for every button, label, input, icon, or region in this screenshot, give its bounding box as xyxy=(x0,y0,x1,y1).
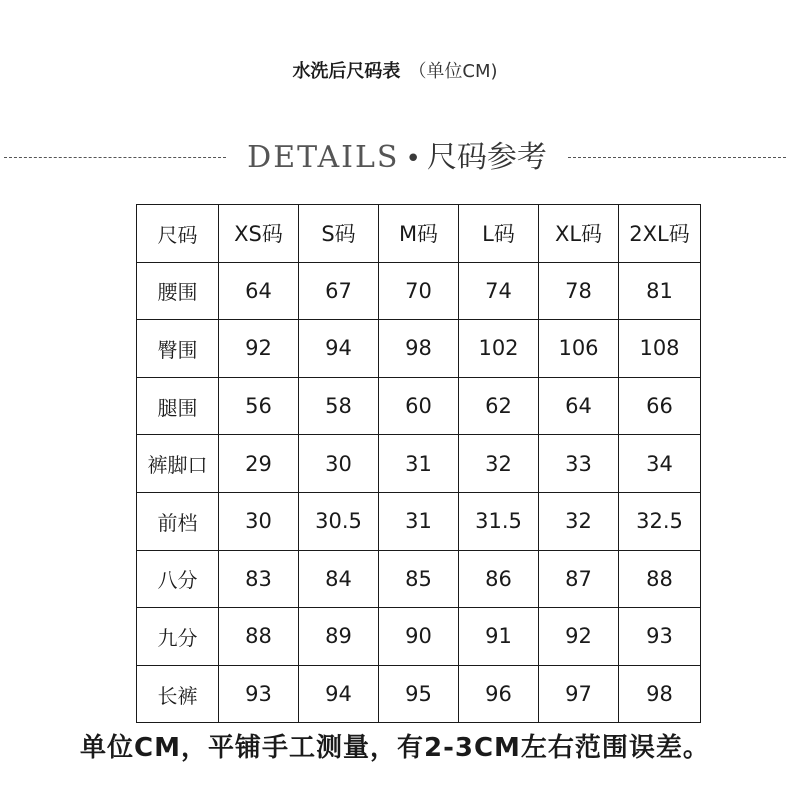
value-cell: 102 xyxy=(459,320,539,378)
value-cell: 74 xyxy=(459,262,539,320)
value-cell: 33 xyxy=(539,435,619,493)
value-cell: 64 xyxy=(539,377,619,435)
value-cell: 58 xyxy=(299,377,379,435)
header-cell: 2XL码 xyxy=(619,205,701,263)
value-cell: 91 xyxy=(459,608,539,666)
title-main: 水洗后尺码表 xyxy=(292,61,401,82)
value-cell: 88 xyxy=(619,550,701,608)
value-cell: 66 xyxy=(619,377,701,435)
size-chart-title xyxy=(0,56,790,88)
value-cell: 95 xyxy=(379,665,459,723)
header-cell: XL码 xyxy=(539,205,619,263)
table-row xyxy=(137,262,701,320)
value-cell: 96 xyxy=(459,665,539,723)
value-cell: 34 xyxy=(619,435,701,493)
value-cell: 89 xyxy=(299,608,379,666)
value-cell: 32 xyxy=(459,435,539,493)
value-cell: 92 xyxy=(219,320,299,378)
table-header-row xyxy=(137,205,701,263)
table-row xyxy=(137,320,701,378)
measurement-note: 单位CM，平铺手工测量，有2-3CM左右范围误差。 xyxy=(80,733,710,763)
row-label: 裤脚口 xyxy=(137,435,219,493)
value-cell: 30 xyxy=(299,435,379,493)
value-cell: 94 xyxy=(299,665,379,723)
value-cell: 31 xyxy=(379,492,459,550)
row-label: 前档 xyxy=(137,492,219,550)
dashed-line-right xyxy=(568,157,786,158)
table-row xyxy=(137,435,701,493)
row-label: 九分 xyxy=(137,608,219,666)
details-divider xyxy=(0,134,790,182)
table-row xyxy=(137,492,701,550)
value-cell: 88 xyxy=(219,608,299,666)
details-cjk: 尺码参考 xyxy=(426,140,547,175)
value-cell: 98 xyxy=(379,320,459,378)
value-cell: 32.5 xyxy=(619,492,701,550)
value-cell: 78 xyxy=(539,262,619,320)
row-label: 八分 xyxy=(137,550,219,608)
value-cell: 62 xyxy=(459,377,539,435)
table-row xyxy=(137,608,701,666)
table-row xyxy=(137,377,701,435)
value-cell: 81 xyxy=(619,262,701,320)
details-latin: DETAILS xyxy=(247,140,400,175)
value-cell: 94 xyxy=(299,320,379,378)
row-label: 腰围 xyxy=(137,262,219,320)
header-cell: M码 xyxy=(379,205,459,263)
value-cell: 93 xyxy=(619,608,701,666)
table-row xyxy=(137,665,701,723)
value-cell: 31 xyxy=(379,435,459,493)
value-cell: 83 xyxy=(219,550,299,608)
value-cell: 87 xyxy=(539,550,619,608)
value-cell: 60 xyxy=(379,377,459,435)
table-row xyxy=(137,550,701,608)
value-cell: 29 xyxy=(219,435,299,493)
value-cell: 97 xyxy=(539,665,619,723)
value-cell: 64 xyxy=(219,262,299,320)
header-cell: S码 xyxy=(299,205,379,263)
value-cell: 86 xyxy=(459,550,539,608)
value-cell: 70 xyxy=(379,262,459,320)
value-cell: 67 xyxy=(299,262,379,320)
value-cell: 32 xyxy=(539,492,619,550)
dashed-line-left xyxy=(4,157,226,158)
value-cell: 30.5 xyxy=(299,492,379,550)
size-table-body xyxy=(137,205,701,723)
header-cell: L码 xyxy=(459,205,539,263)
size-table xyxy=(136,204,701,723)
value-cell: 108 xyxy=(619,320,701,378)
header-cell: 尺码 xyxy=(137,205,219,263)
value-cell: 85 xyxy=(379,550,459,608)
value-cell: 90 xyxy=(379,608,459,666)
value-cell: 92 xyxy=(539,608,619,666)
value-cell: 31.5 xyxy=(459,492,539,550)
value-cell: 84 xyxy=(299,550,379,608)
value-cell: 30 xyxy=(219,492,299,550)
details-heading xyxy=(232,134,562,182)
title-unit-note: （单位CM) xyxy=(408,61,498,82)
row-label: 腿围 xyxy=(137,377,219,435)
value-cell: 93 xyxy=(219,665,299,723)
details-separator: • xyxy=(405,144,421,174)
value-cell: 106 xyxy=(539,320,619,378)
value-cell: 56 xyxy=(219,377,299,435)
header-cell: XS码 xyxy=(219,205,299,263)
row-label: 臀围 xyxy=(137,320,219,378)
row-label: 长裤 xyxy=(137,665,219,723)
value-cell: 98 xyxy=(619,665,701,723)
